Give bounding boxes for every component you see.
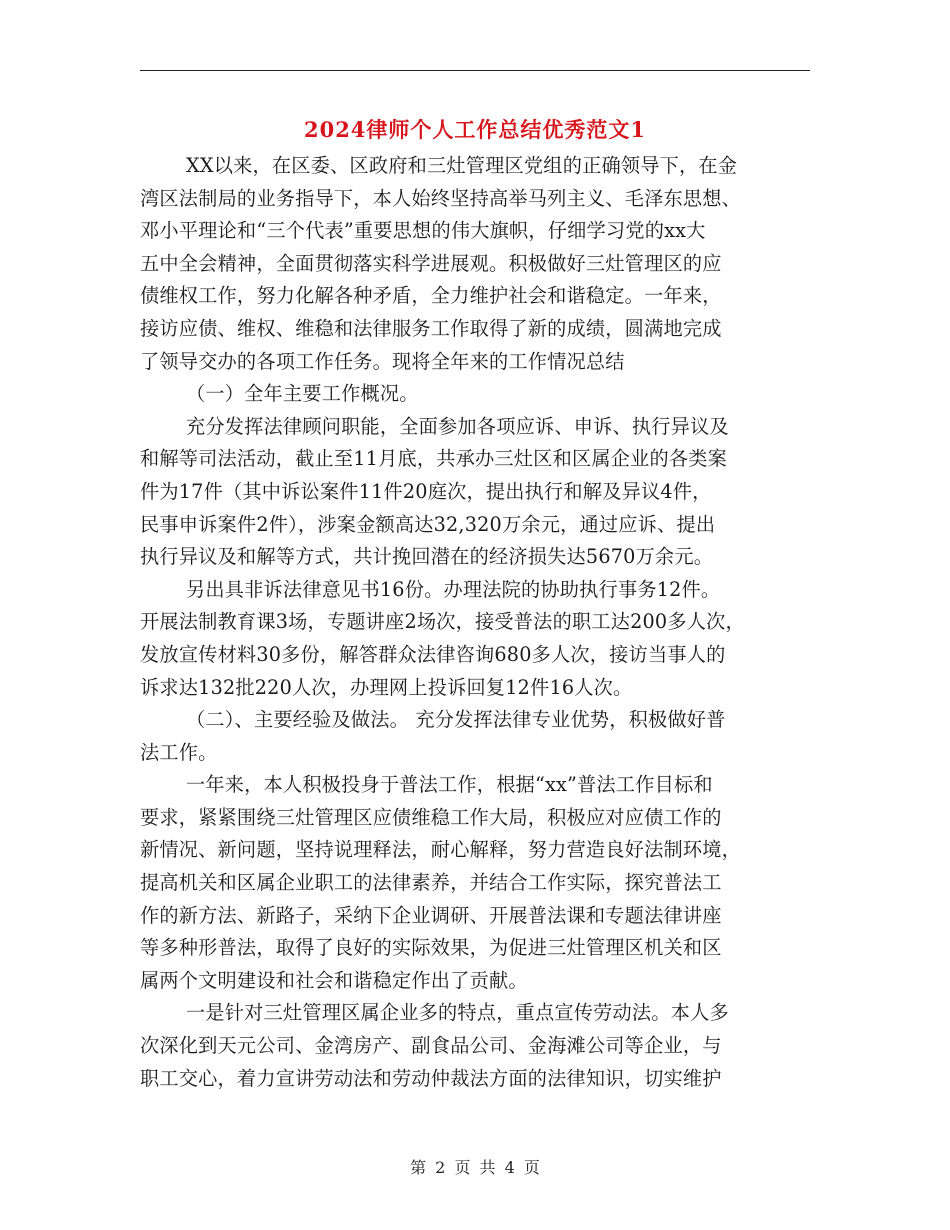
- paragraph-line: 等多种形普法，取得了良好的实际效果，为促进三灶管理区机关和区: [140, 936, 722, 960]
- paragraph-line: 一年来，本人积极投身于普法工作，根据“xx”普法工作目标和: [186, 773, 713, 797]
- paragraph-line: 作的新方法、新路子，采纳下企业调研、开展普法课和专题法律讲座: [140, 903, 722, 927]
- document-body: [140, 150, 810, 1095]
- paragraph-line: 了领导交办的各项工作任务。现将全年来的工作情况总结: [140, 349, 625, 373]
- section-heading: （二）、主要经验及做法。 充分发挥法律专业优势，积极做好普: [186, 708, 726, 732]
- paragraph-line: 五中全会精神，全面贯彻落实科学进展观。积极做好三灶管理区的应: [140, 251, 722, 275]
- paragraph-line: 次深化到天元公司、金湾房产、副食品公司、金海滩公司等企业，与: [140, 1034, 722, 1058]
- paragraph-line: 开展法制教育课3场，专题讲座2场次，接受普法的职工达200多人次，: [140, 610, 745, 634]
- paragraph-line: 债维权工作，努力化解各种矛盾，全力维护社会和谐稳定。一年来，: [140, 284, 722, 308]
- document-title: 2024律师个人工作总结优秀范文1: [303, 117, 647, 142]
- paragraph-line: 提高机关和区属企业职工的法律素养，并结合工作实际，探究普法工: [140, 871, 722, 895]
- paragraph-line: 湾区法制局的业务指导下，本人始终坚持高举马列主义、毛泽东思想、: [140, 186, 742, 210]
- paragraph-line: 诉求达132批220人次，办理网上投诉回复12件16人次。: [140, 675, 633, 699]
- section-heading: （一）全年主要工作概况。: [186, 382, 419, 406]
- header-rule: [140, 70, 810, 71]
- paragraph-line: 属两个文明建设和社会和谐稳定作出了贡献。: [140, 968, 528, 992]
- paragraph-line: 发放宣传材料30多份，解答群众法律咨询680多人次，接访当事人的: [140, 642, 726, 666]
- paragraph-line: 一是针对三灶管理区属企业多的特点，重点宣传劳动法。本人多: [186, 1001, 729, 1025]
- paragraph-line: 充分发挥法律顾问职能，全面参加各项应诉、申诉、执行异议及: [186, 414, 729, 438]
- paragraph-line: 执行异议及和解等方式，共计挽回潜在的经济损失达5670万余元。: [140, 545, 714, 569]
- paragraph-line: 接访应债、维权、维稳和法律服务工作取得了新的成绩，圆满地完成: [140, 316, 722, 340]
- paragraph-line: 民事申诉案件2件），涉案金额高达32,320万余元，通过应诉、提出: [140, 512, 716, 536]
- paragraph-line: 新情况、新问题，坚持说理释法，耐心解释，努力营造良好法制环境，: [140, 838, 742, 862]
- paragraph-line: 另出具非诉法律意见书16份。办理法院的协助执行事务12件。: [186, 577, 721, 601]
- paragraph-line: 要求，紧紧围绕三灶管理区应债维稳工作大局，积极应对应债工作的: [140, 805, 722, 829]
- paragraph-line: XX以来，在区委、区政府和三灶管理区党组的正确领导下，在金: [186, 154, 738, 177]
- paragraph-line: 法工作。: [140, 740, 218, 764]
- page-number: 第 2 页 共 4 页: [410, 1158, 540, 1177]
- paragraph-line: 件为17件（其中诉讼案件11件20庭次，提出执行和解及异议4件，: [140, 479, 712, 503]
- paragraph-line: 邓小平理论和“三个代表”重要思想的伟大旗帜，仔细学习党的xx大: [140, 219, 706, 243]
- paragraph-line: 和解等司法活动，截止至11月底，共承办三灶区和区属企业的各类案: [140, 447, 728, 471]
- paragraph-line: 职工交心，着力宣讲劳动法和劳动仲裁法方面的法律知识，切实维护: [140, 1066, 722, 1090]
